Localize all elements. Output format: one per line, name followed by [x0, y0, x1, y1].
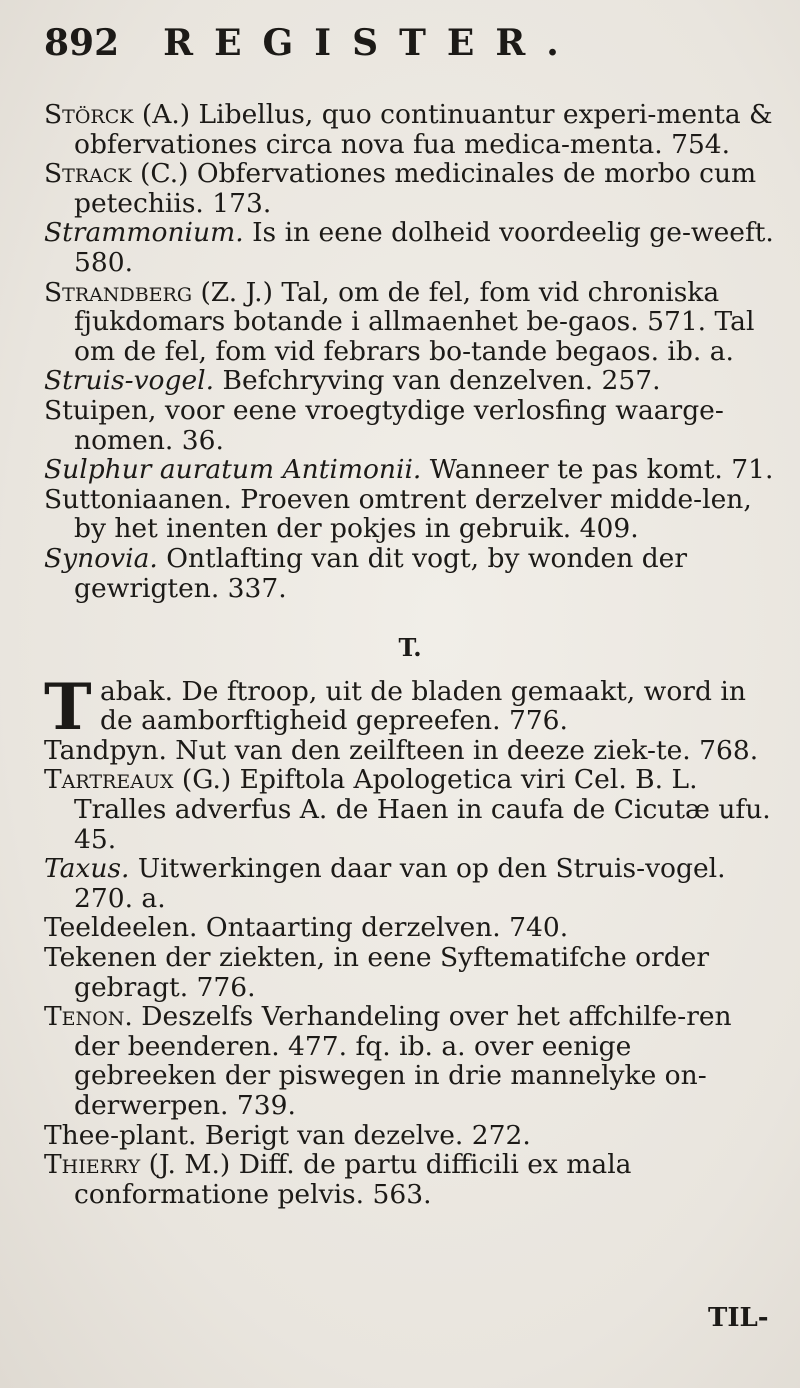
entry-strammonium — [44, 218, 776, 277]
entry-text: (J. M.) Diff. de partu difficili ex mala conformatione pelvis. 563. — [74, 1149, 632, 1210]
entry-taxus — [44, 854, 776, 913]
entry-sulphur — [44, 455, 776, 485]
entry-text: Ontlafting van dit vogt, by wonden der gewrigten. 337. — [74, 542, 688, 604]
entry-head: Tekenen — [44, 942, 157, 974]
entry-tartreaux — [44, 765, 776, 854]
entry-suttoniaanen — [44, 485, 776, 544]
entry-text: (Z. J.) Tal, om de fel, fom vid chroniska fjukdomars botande i allmaenhet be-gaos. 571. Tal om de fel, fom vid febrars bo-tande begaos. ib. a. — [74, 276, 755, 367]
entry-text: Berigt van dezelve. 272. — [196, 1119, 531, 1151]
entry-head: Strack — [44, 158, 132, 190]
entry-text: Nut van den zeilfteen in deeze ziek-te. 768. — [166, 734, 759, 766]
drop-cap: T — [44, 669, 92, 745]
entry-head: Taxus. — [44, 853, 130, 885]
entry-head: Thee-plant. — [44, 1119, 197, 1151]
entry-head: Strandberg — [44, 276, 193, 308]
running-title: REGISTER. — [163, 22, 580, 64]
entry-head: Suttoniaanen. — [44, 483, 232, 515]
entry-text: De ftroop, uit de bladen gemaakt, word in de aamborftigheid gepreefen. 776. — [100, 675, 746, 737]
page-header — [44, 22, 580, 64]
entry-tabak — [44, 669, 776, 745]
entry-thee-plant — [44, 1121, 776, 1151]
entry-text: Befchryving van denzelven. 257. — [214, 365, 661, 397]
entry-tenon — [44, 1002, 776, 1120]
entry-thierry — [44, 1150, 776, 1209]
entry-head: Thierry — [44, 1149, 141, 1181]
entry-text: Wanneer te pas komt. 71. — [421, 454, 774, 486]
entry-head: Sulphur auratum Antimonii. — [44, 454, 422, 486]
entry-stuipen — [44, 396, 776, 455]
entry-head: Teeldeelen. — [44, 912, 198, 944]
entry-teeldeelen — [44, 913, 776, 943]
entry-synovia — [44, 544, 776, 603]
entry-text: Uitwerkingen daar van op den Struis-vogel. 270. a. — [74, 853, 726, 914]
entry-head: Tandpyn. — [44, 734, 167, 766]
entry-text: Is in eene dolheid voordeelig ge-weeft. 580. — [74, 217, 774, 278]
entry-text: Ontaarting derzelven. 740. — [197, 912, 569, 944]
entry-text: Proeven omtrent derzelver midde-len, by het inenten der pokjes in gebruik. 409. — [74, 483, 752, 545]
entry-text: der ziekten, in eene Syftematifche order gebragt. 776. — [74, 942, 710, 1003]
entry-head: Struis-vogel. — [44, 365, 215, 397]
page-number: 892 — [44, 22, 120, 64]
entry-head: abak. — [100, 675, 174, 707]
entry-tekenen — [44, 943, 776, 1002]
entry-text: (A.) Libellus, quo continuantur experi-menta & obfervationes circa nova fua medica-menta. 754. — [74, 99, 773, 160]
entry-head: Störck — [44, 99, 134, 130]
entry-text: voor eene vroegtydige verlosfing waarge-nomen. 36. — [74, 394, 724, 456]
catchword: TIL- — [708, 1303, 769, 1333]
entry-head: Synovia. — [44, 542, 158, 574]
entry-strandberg — [44, 278, 776, 367]
entry-head: Tartreaux — [44, 764, 174, 796]
entry-stoerck — [44, 100, 776, 159]
register-entries — [44, 100, 776, 1209]
entry-text: (G.) Epiftola Apologetica viri Cel. B. L. Tralles adverfus A. de Haen in caufa de Cicutæ ufu. 45. — [74, 764, 771, 855]
entry-text: Deszelfs Verhandeling over het affchilfe-ren der beenderen. 477. fq. ib. a. over eenige gebreeken der piswegen in drie mannelyke on-derwerpen. 739. — [74, 1001, 732, 1121]
section-letter: T. — [398, 633, 422, 663]
entry-head: Strammonium. — [44, 217, 244, 249]
entry-strack — [44, 159, 776, 218]
entry-head: Tenon. — [44, 1001, 133, 1033]
entry-head: Stuipen, — [44, 394, 157, 426]
entry-tandpyn — [44, 736, 776, 766]
entry-text: (C.) Obfervationes medicinales de morbo cum petechiis. 173. — [74, 158, 757, 219]
entry-struis-vogel — [44, 366, 776, 396]
